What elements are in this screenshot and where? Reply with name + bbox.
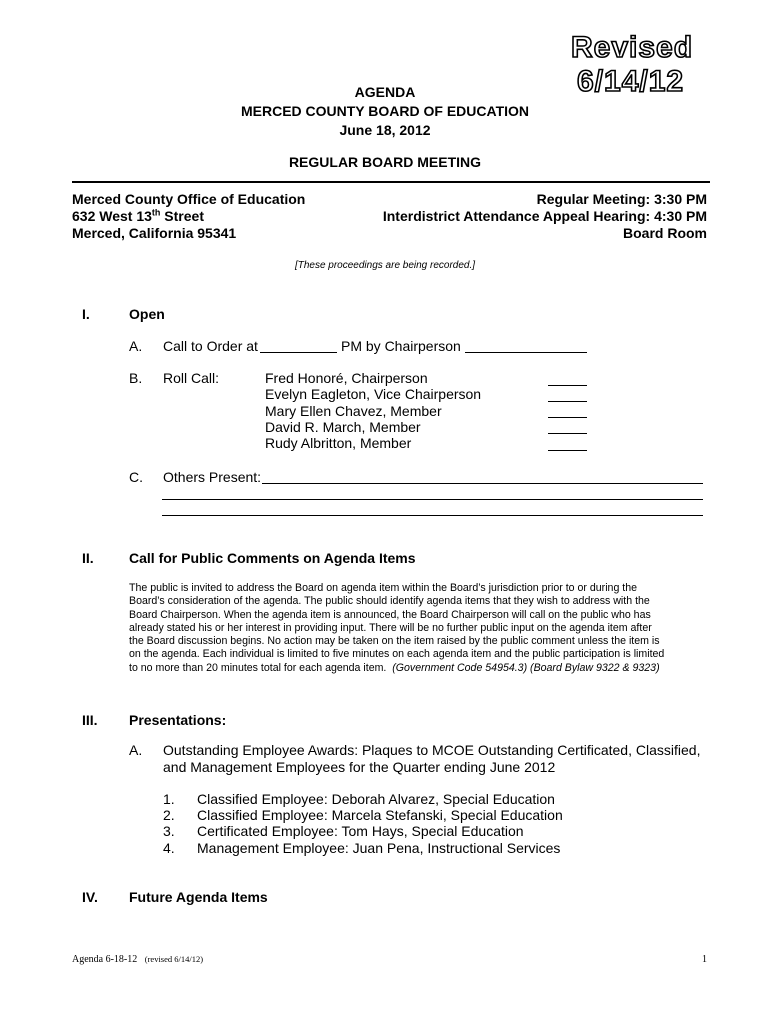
paragraph-line: Board Chairperson. When the agenda item is announced, the Board Chairperson will call on the public who has: [129, 608, 651, 621]
award-number-3: 3.: [163, 823, 175, 839]
paragraph-last-line: [129, 662, 708, 675]
others-present-blank-3: [162, 515, 703, 516]
awards-line-2: and Management Employees for the Quarter ending June 2012: [163, 759, 556, 775]
meeting-type: REGULAR BOARD MEETING: [288, 154, 482, 170]
page-number: 1: [702, 954, 707, 965]
section4-number: IV.: [82, 889, 98, 905]
footer-agenda-label: Agenda 6-18-12: [72, 954, 138, 965]
section1-number: I.: [82, 306, 90, 322]
appeal-hearing-time: Interdistrict Attendance Appeal Hearing: 4:30 PM: [382, 208, 707, 224]
roll-blank-5: [548, 450, 587, 451]
paragraph-last-text: to no more than 20 minutes total for each agenda item.: [129, 661, 387, 674]
award-number-1: 1.: [163, 791, 175, 807]
regular-meeting-time: Regular Meeting: 3:30 PM: [536, 191, 707, 207]
roll-member-2: Evelyn Eagleton, Vice Chairperson: [265, 386, 482, 402]
others-present-blank-1: [262, 483, 703, 484]
section1-title: Open: [129, 306, 165, 322]
award-number-2: 2.: [163, 807, 175, 823]
meeting-room: Board Room: [623, 225, 707, 241]
item-c-letter: C.: [129, 469, 143, 485]
section2-number: II.: [82, 550, 94, 566]
footer-left: [72, 954, 203, 965]
org-street: [72, 207, 204, 225]
award-text-3: Certificated Employee: Tom Hays, Special Education: [197, 823, 524, 839]
paragraph-line: the Board discussion begins. No action may be taken on the item raised by the public comment unless the item is: [129, 635, 660, 648]
others-present-label: Others Present:: [163, 469, 262, 485]
call-to-order-label: Call to Order at: [163, 338, 258, 354]
paragraph-line: on the agenda. Each individual is limited to five minutes on each agenda item and the public participation is limited: [129, 648, 665, 661]
public-comment-paragraph: [129, 582, 708, 675]
award-text-2: Classified Employee: Marcela Stefanski, Special Education: [197, 807, 563, 823]
revised-stamp-line2: 6/14/12: [577, 65, 685, 98]
street-prefix: 632 West 13: [72, 208, 152, 224]
revised-stamp-line1: Revised: [571, 31, 694, 64]
item-a-letter: A.: [129, 338, 143, 354]
section2-title: Call for Public Comments on Agenda Items: [129, 550, 416, 566]
item-a-letter: A.: [129, 742, 143, 758]
roll-member-4: David R. March, Member: [265, 419, 421, 435]
agenda-title: AGENDA: [354, 84, 416, 100]
others-present-blank-2: [162, 499, 703, 500]
footer-revised-note: (revised 6/14/12): [144, 954, 204, 964]
recording-note: [These proceedings are being recorded.]: [294, 260, 476, 271]
roll-blank-2: [548, 401, 587, 402]
roll-member-5: Rudy Albritton, Member: [265, 435, 412, 451]
roll-member-3: Mary Ellen Chavez, Member: [265, 403, 442, 419]
chairperson-blank: [465, 352, 587, 353]
board-name: MERCED COUNTY BOARD OF EDUCATION: [240, 103, 530, 119]
org-city: Merced, California 95341: [72, 225, 237, 241]
meeting-date: June 18, 2012: [339, 122, 431, 138]
section3-title: Presentations:: [129, 712, 227, 728]
org-name: Merced County Office of Education: [72, 191, 306, 207]
section4-title: Future Agenda Items: [129, 889, 268, 905]
award-text-1: Classified Employee: Deborah Alvarez, Special Education: [197, 791, 555, 807]
street-suffix-sup: th: [151, 207, 161, 218]
roll-blank-1: [548, 385, 587, 386]
awards-line-1: Outstanding Employee Awards: Plaques to MCOE Outstanding Certificated, Classified,: [163, 742, 701, 758]
roll-blank-3: [548, 417, 587, 418]
award-text-4: Management Employee: Juan Pena, Instructional Services: [197, 840, 561, 856]
call-to-order-time-blank: [260, 352, 337, 353]
roll-call-label: Roll Call:: [163, 370, 220, 386]
roll-blank-4: [548, 433, 587, 434]
paragraph-line: Board’s consideration of the agenda. The public should identify agenda items that they wish to address with the: [129, 595, 650, 608]
section3-number: III.: [82, 712, 98, 728]
item-b-letter: B.: [129, 370, 143, 386]
award-number-4: 4.: [163, 840, 175, 856]
legal-citation: (Government Code 54954.3) (Board Bylaw 9322 & 9323): [392, 661, 660, 674]
street-suffix: Street: [160, 208, 204, 224]
paragraph-line: already stated his or her interest in providing input. There will be no further public input on the agenda item after: [129, 621, 652, 634]
paragraph-line: The public is invited to address the Board on agenda item within the Board’s jurisdiction prior to or during the: [129, 582, 638, 594]
roll-member-1: Fred Honoré, Chairperson: [265, 370, 428, 386]
chairperson-label: PM by Chairperson: [341, 338, 461, 354]
header-rule: [72, 181, 710, 183]
